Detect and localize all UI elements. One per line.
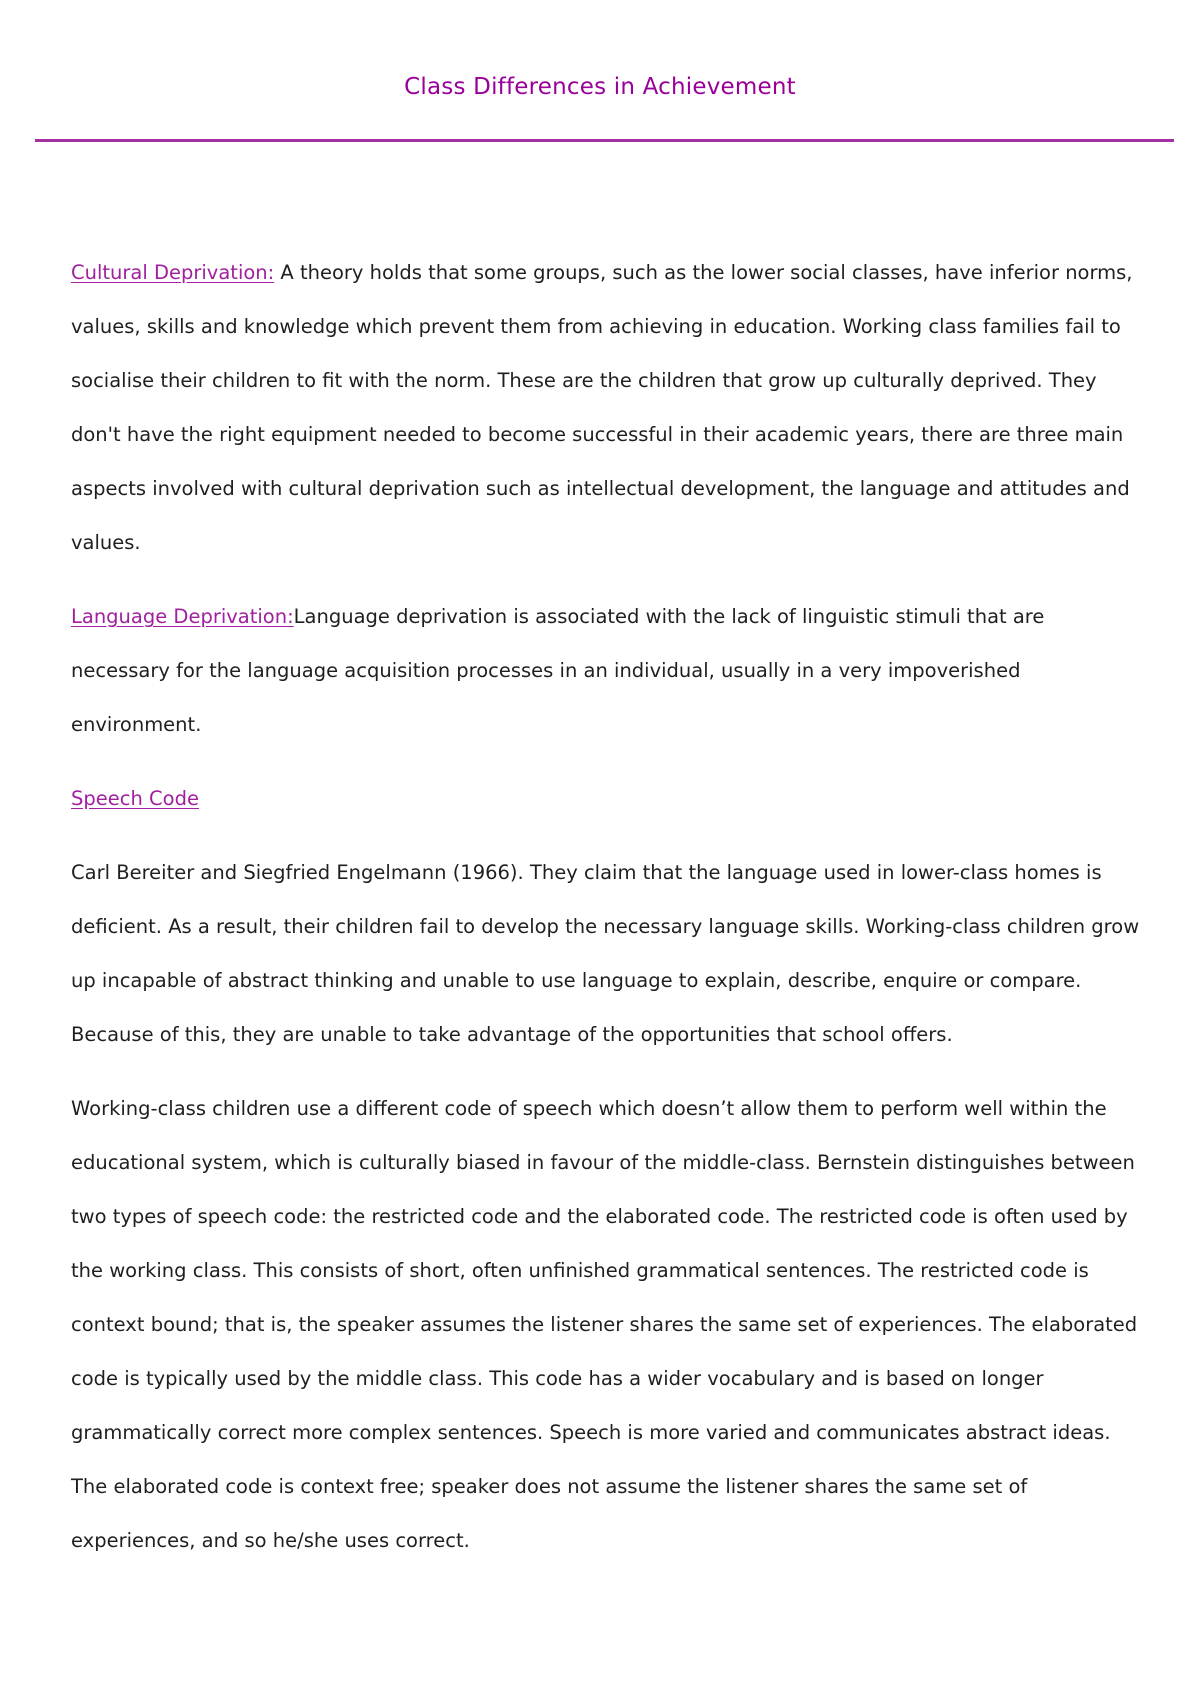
cultural-deprivation-paragraph [71,246,1141,570]
language-deprivation-heading[interactable]: Language Deprivation: [71,605,294,628]
body-paragraph-1: Carl Bereiter and Siegfried Engelmann (1966). They claim that the language used in lower-class homes is deficient. As a result, their children fail to develop the necessary language skills. Working-class children grow up incapable of abstract thinking and unable to use language to explain, describe, enquire or compare. Because of this, they are unable to take advantage of the opportunities that school offers. [71,861,1140,1046]
speech-code-heading[interactable]: Speech Code [71,787,199,810]
title-divider [35,139,1174,142]
speech-code-paragraph [71,772,1141,826]
language-deprivation-paragraph [71,590,1141,752]
cultural-deprivation-heading[interactable]: Cultural Deprivation: [71,261,275,284]
language-deprivation-text: Language deprivation is associated with the lack of linguistic stimuli that are necessary for the language acquisition processes in an individual, usually in a very impoverished environment. [71,605,1045,736]
document-body [71,246,1141,1588]
document-title: Class Differences in Achievement [404,74,796,100]
body-paragraph-2: Working-class children use a different code of speech which doesn’t allow them to perform well within the educational system, which is culturally biased in favour of the middle-class. Bernstein distinguishes between two types of speech code: the restricted code and the elaborated code. The restricted code is often used by the working class. This consists of short, often unfinished grammatical sentences. The restricted code is context bound; that is, the speaker assumes the listener shares the same set of experiences. The elaborated code is typically used by the middle class. This code has a wider vocabulary and is based on longer grammatically correct more complex sentences. Speech is more varied and communicates abstract ideas. The elaborated code is context free; speaker does not assume the listener shares the same set of experiences, and so he/she uses correct. [71,1097,1138,1552]
cultural-deprivation-text: A theory holds that some groups, such as the lower social classes, have inferior norms, values, skills and knowledge which prevent them from achieving in education. Working class families fail to socialise their children to fit with the norm. These are the children that grow up culturally deprived. They don't have the right equipment needed to become successful in their academic years, there are three main aspects involved with cultural deprivation such as intellectual development, the language and attitudes and values. [71,261,1133,554]
